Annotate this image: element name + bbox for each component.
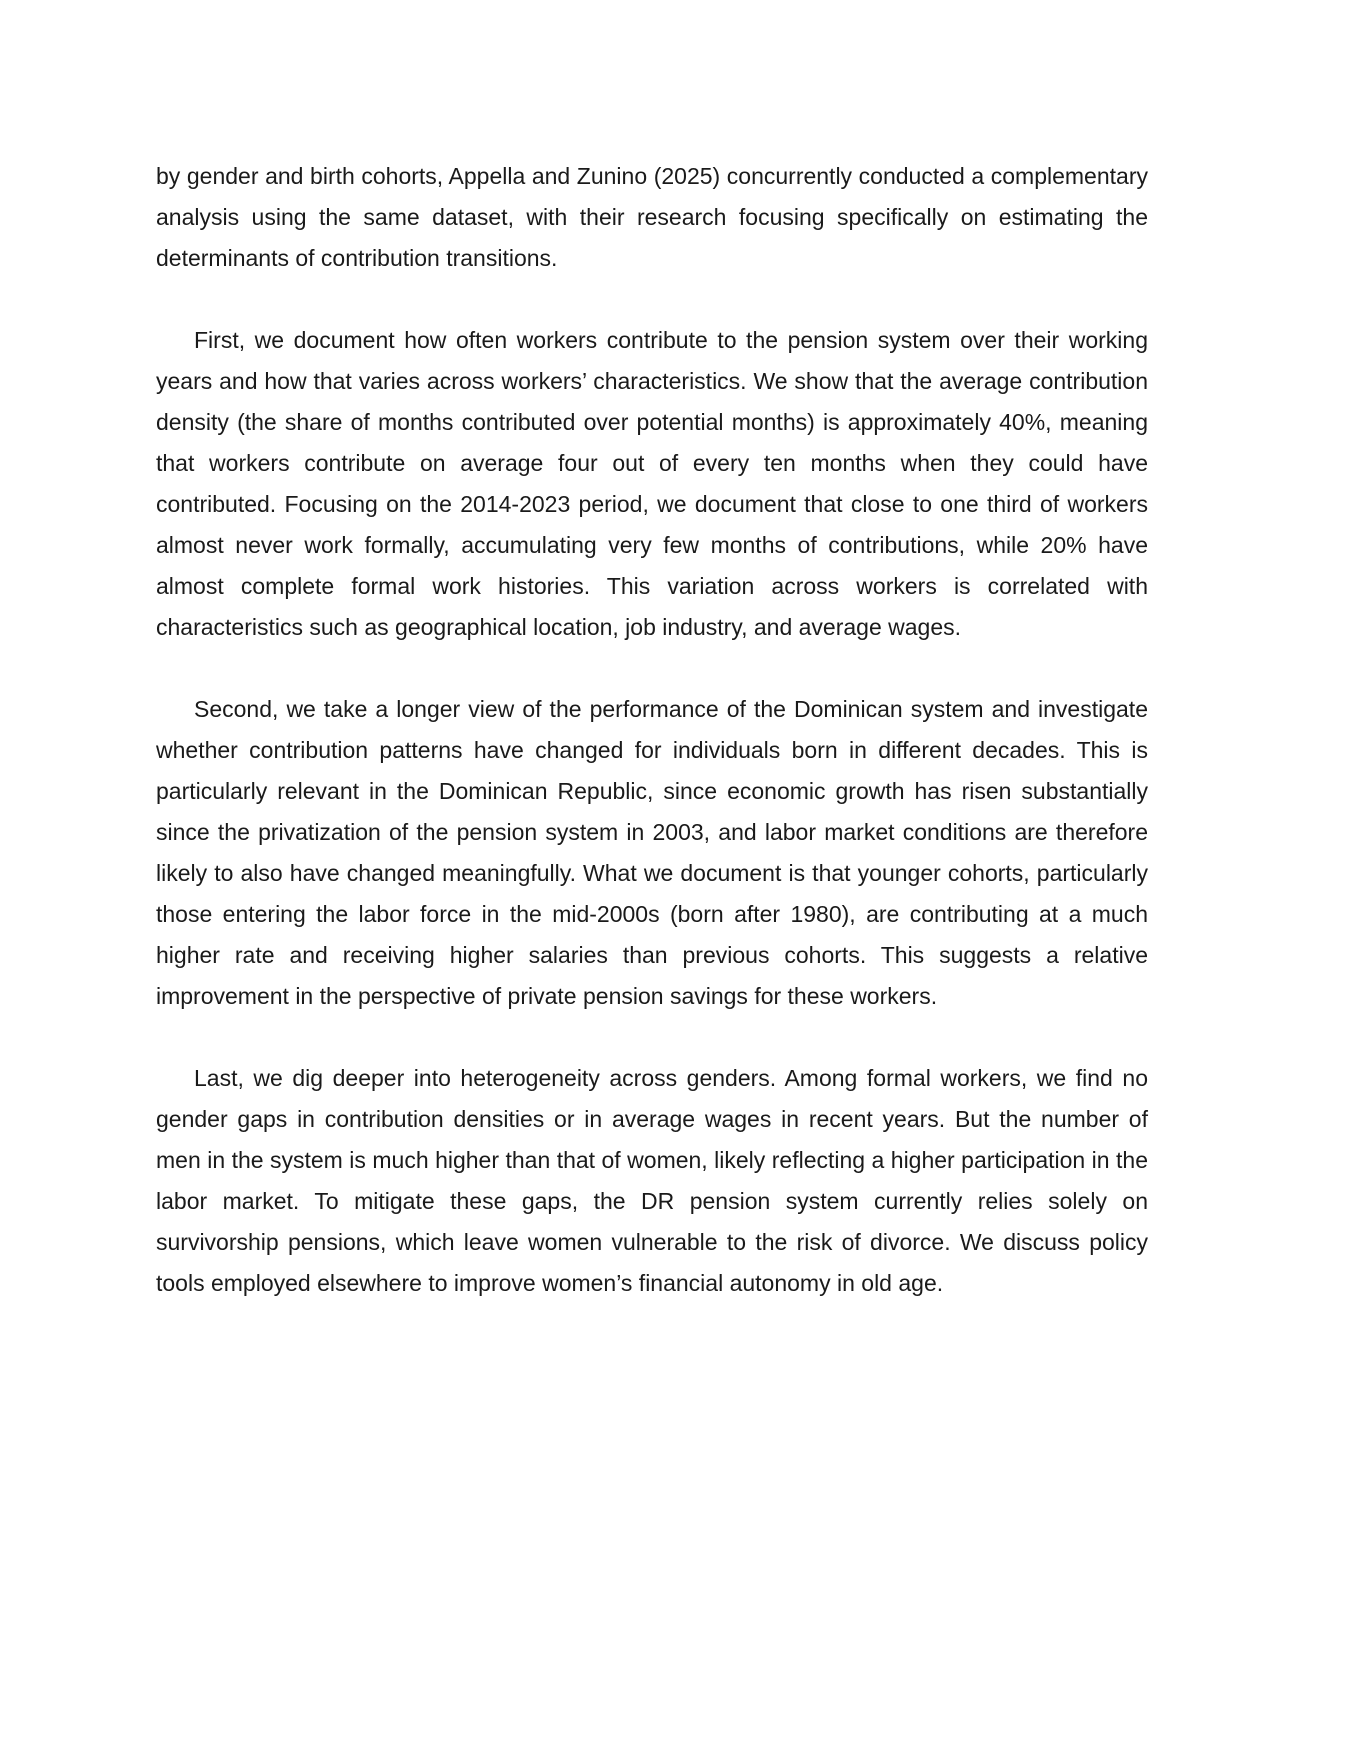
document-page xyxy=(156,156,1148,1345)
paragraph-gender-heterogeneity: Last, we dig deeper into heterogeneity across genders. Among formal workers, we find no gender gaps in contribution densities or in average wages in recent years. But the number of men in the system is much higher than that of women, likely reflecting a higher participation in the labor market. To mitigate these gaps, the DR pension system currently relies solely on survivorship pensions, which leave women vulnerable to the risk of divorce. We discuss policy tools employed elsewhere to improve women’s financial autonomy in old age. xyxy=(156,1065,1148,1296)
paragraph-birth-cohorts: Second, we take a longer view of the performance of the Dominican system and investigate whether contribution patterns have changed for individuals born in different decades. This is particularly relevant in the Dominican Republic, since economic growth has risen substantially since the privatization of the pension system in 2003, and labor market conditions are therefore likely to also have changed meaningfully. What we document is that younger cohorts, particularly those entering the labor force in the mid-2000s (born after 1980), are contributing at a much higher rate and receiving higher salaries than previous cohorts. This suggests a relative improvement in the perspective of private pension savings for these workers. xyxy=(156,696,1148,1009)
paragraph-continuation: by gender and birth cohorts, Appella and Zunino (2025) concurrently conducted a complementary analysis using the same dataset, with their research focusing specifically on estimating the determinants of contribution transitions. xyxy=(156,163,1148,271)
paragraph-contribution-density: First, we document how often workers contribute to the pension system over their working years and how that varies across workers’ characteristics. We show that the average contribution density (the share of months contributed over potential months) is approximately 40%, meaning that workers contribute on average four out of every ten months when they could have contributed. Focusing on the 2014-2023 period, we document that close to one third of workers almost never work formally, accumulating very few months of contributions, while 20% have almost complete formal work histories. This variation across workers is correlated with characteristics such as geographical location, job industry, and average wages. xyxy=(156,327,1148,640)
